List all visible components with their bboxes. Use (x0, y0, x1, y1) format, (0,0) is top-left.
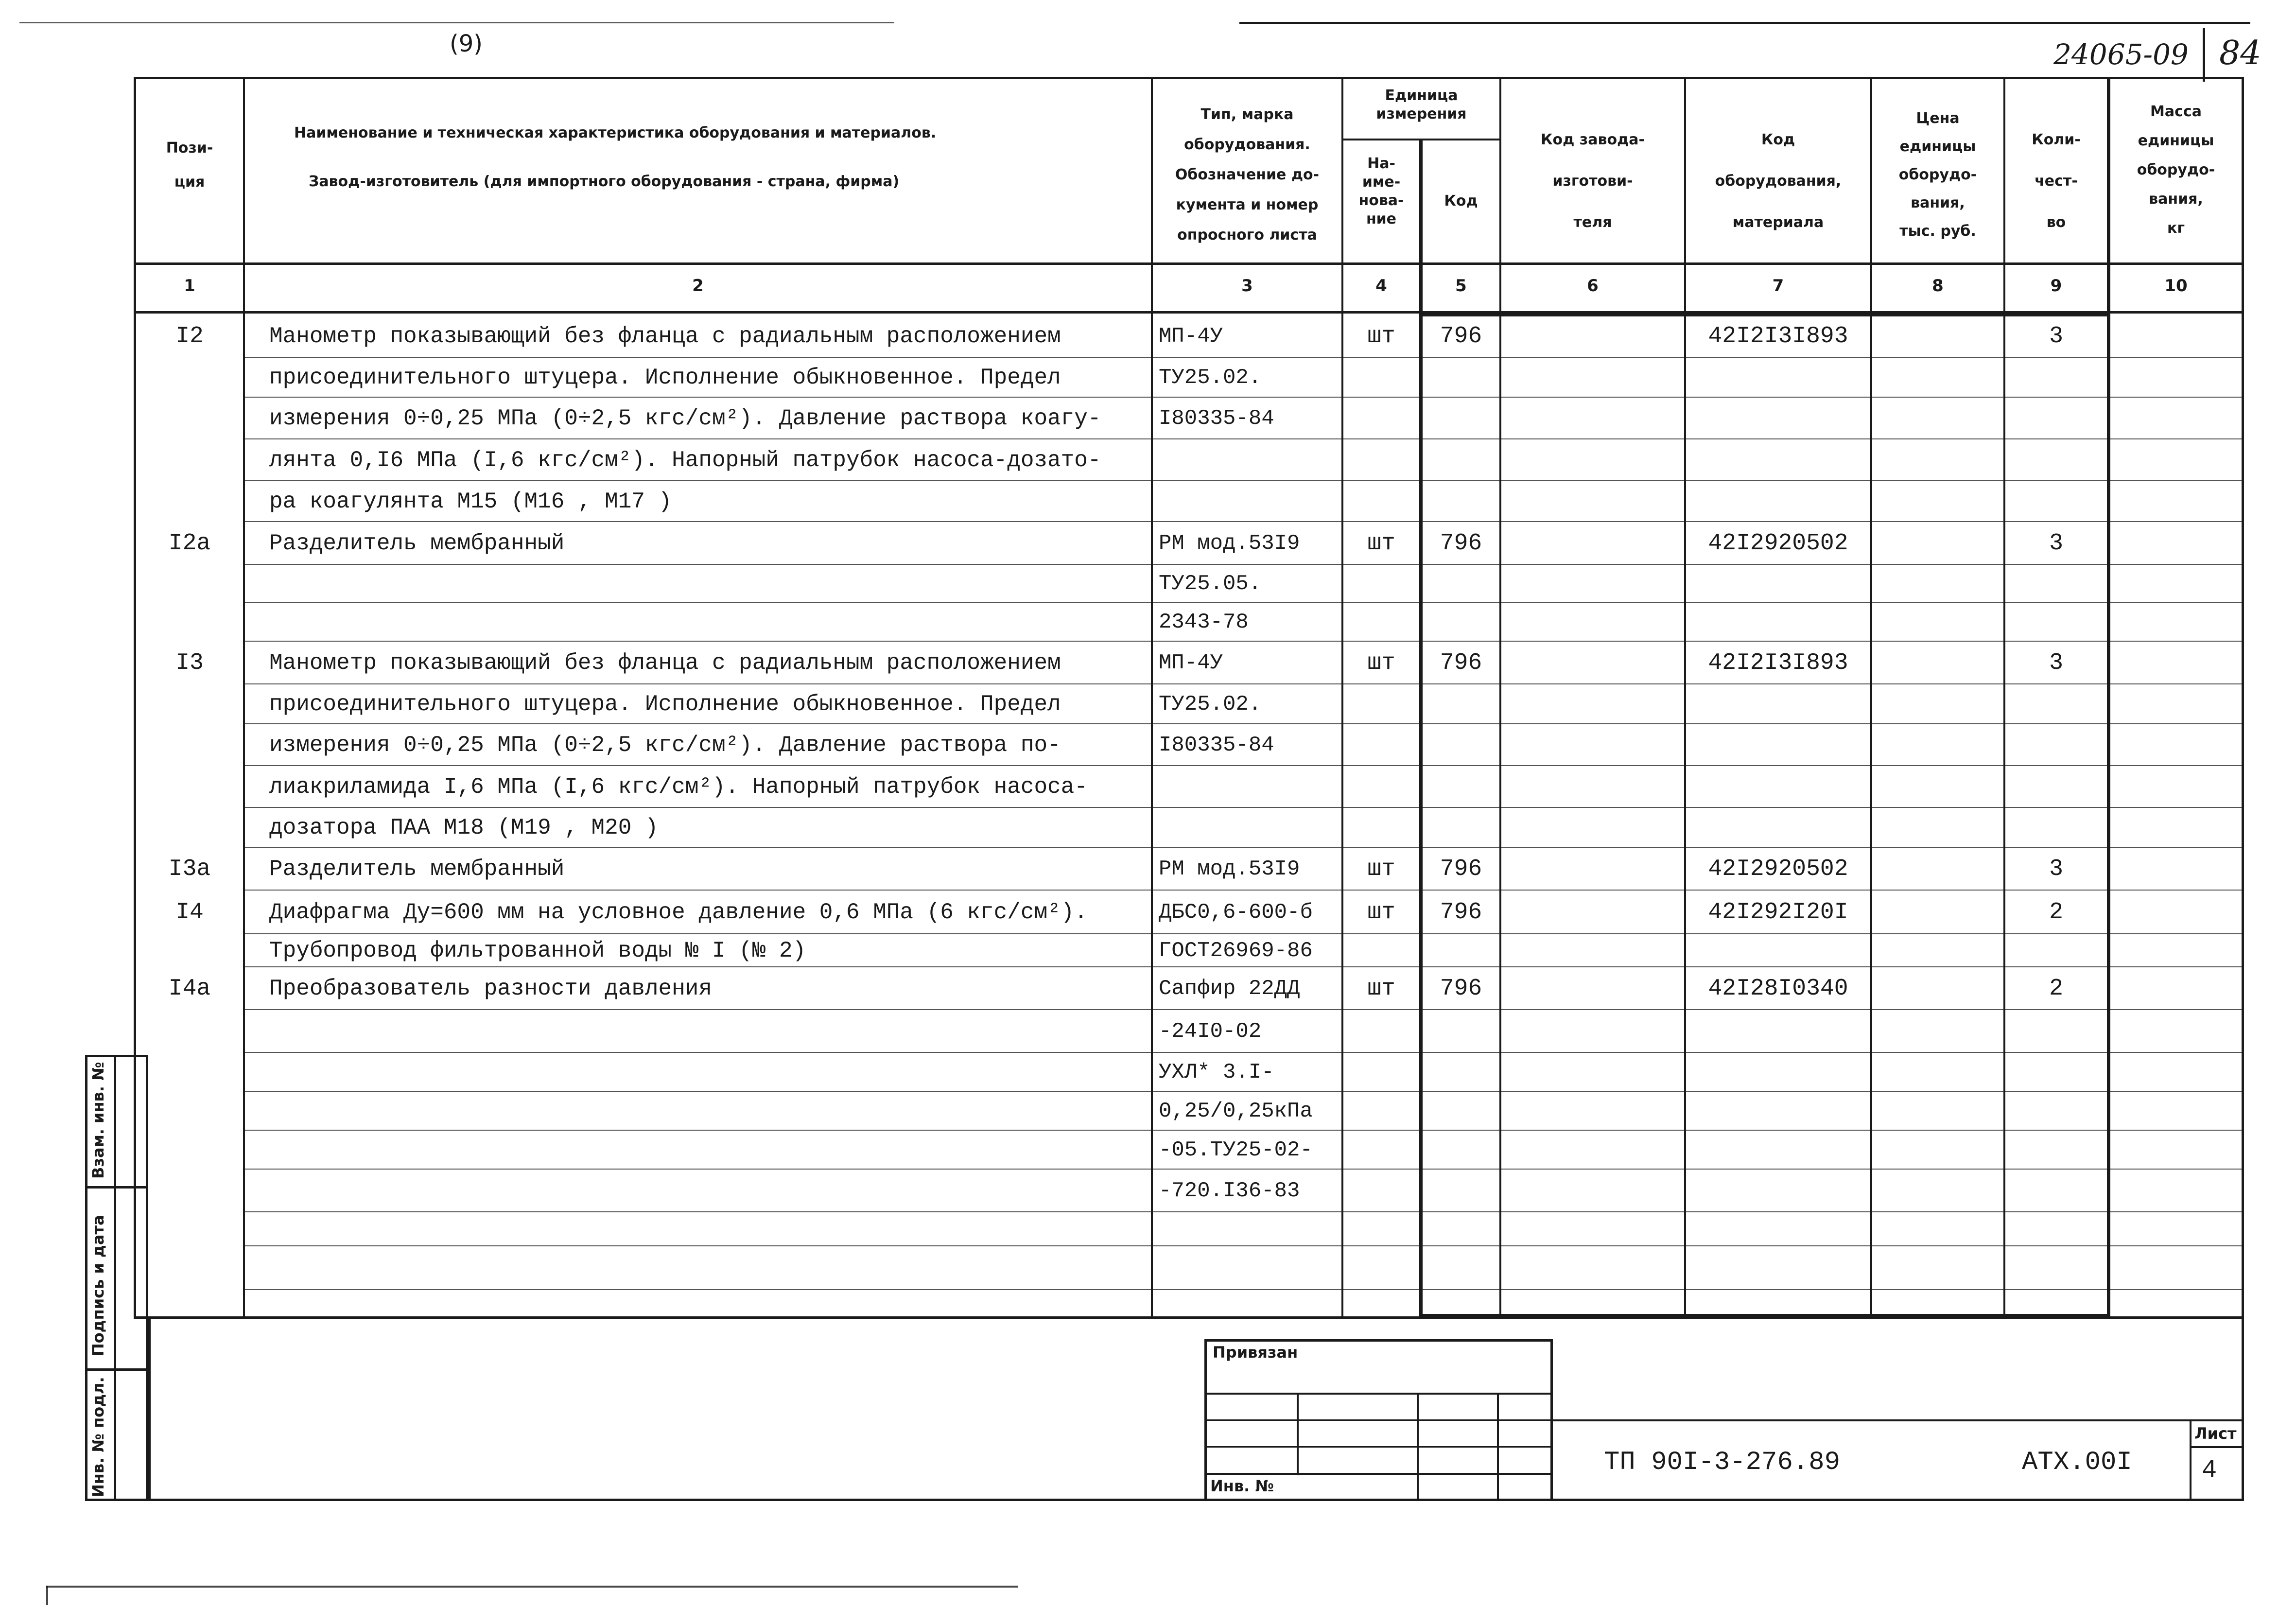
cell-code: 796 (1440, 650, 1482, 676)
cell-name: дозатора ПАА М18 (М19 , М20 ) (269, 815, 659, 840)
cell-name: ра коагулянта М15 (М16 , М17 ) (269, 489, 672, 514)
column-number: 6 (1587, 276, 1599, 296)
top-left-rule (19, 22, 894, 23)
cell-unit: шт (1367, 976, 1395, 1002)
cell-type: 0,25/0,25кПа (1159, 1099, 1313, 1123)
cell-type: ГОСТ26969-86 (1159, 939, 1313, 963)
cell-unit: шт (1367, 650, 1395, 676)
cell-name: Манометр показывающий без фланца с радиальным расположением (269, 324, 1061, 349)
cell-name: лиакриламида I,6 МПа (I,6 кгс/см²). Напорный патрубок насоса- (269, 774, 1088, 800)
cell-name: Манометр показывающий без фланца с радиальным расположением (269, 650, 1061, 676)
unit-group-line (1341, 139, 1501, 140)
header-quantity: Коли- чест- во (2032, 131, 2081, 231)
top-right-divider (2203, 28, 2205, 82)
cell-eq_code: 42I2920502 (1708, 856, 1848, 882)
header-bottom (134, 262, 2244, 265)
cell-type: ДБС0,6-600-б (1159, 900, 1313, 925)
cell-type: I80335-84 (1159, 406, 1274, 431)
top-rule (1239, 22, 2250, 24)
header-equipment-code: Код оборудования, материала (1715, 131, 1842, 231)
thick-box-bottom (1419, 1314, 2110, 1317)
column-number: 5 (1455, 276, 1467, 296)
cell-unit: шт (1367, 899, 1395, 926)
header-position: Пози- ция (166, 140, 213, 191)
cell-code: 796 (1440, 976, 1482, 1002)
cell-qty: 2 (2049, 899, 2063, 926)
cell-type: -720.I36-83 (1159, 1179, 1300, 1203)
column-number: 8 (1932, 276, 1944, 296)
sheet-corner-number: 84 (2219, 34, 2261, 72)
cell-qty: 3 (2049, 856, 2063, 882)
cell-unit: шт (1367, 856, 1395, 882)
column-number: 10 (2164, 276, 2188, 296)
binding-stamp-line (1204, 1473, 1553, 1475)
cell-name: присоединительного штуцера. Исполнение обыкновенное. Предел (269, 365, 1061, 390)
cell-pos: I2 (175, 323, 204, 350)
cell-name: Разделитель мембранный (269, 856, 565, 882)
cell-pos: I4 (175, 899, 204, 926)
cell-type: ТУ25.02. (1159, 692, 1262, 717)
binding-stamp-inv: Инв. № (1210, 1477, 1274, 1495)
header-unit-name: На- име- нова- ние (1358, 155, 1404, 227)
column-number: 4 (1375, 276, 1387, 296)
header-mass: Масса единицы оборудо- вания, кг (2137, 103, 2215, 237)
binding-stamp-title: Привязан (1213, 1343, 1298, 1362)
cell-name: измерения 0÷0,25 МПа (0÷2,5 кгс/см²). Давление раствора по- (269, 733, 1061, 758)
column-number: 3 (1241, 276, 1253, 296)
cell-pos: I4а (168, 976, 211, 1002)
side-stamp-inner (114, 1055, 116, 1501)
cell-type: ТУ25.02. (1159, 366, 1262, 390)
cell-name: Преобразователь разности давления (269, 976, 712, 1001)
binding-stamp-line (1204, 1393, 1553, 1395)
table-row (134, 1212, 2244, 1246)
cell-type: Сапфир 22ДД (1159, 977, 1300, 1001)
cell-type: -05.ТУ25-02- (1159, 1138, 1313, 1162)
cell-code: 796 (1440, 530, 1482, 557)
binding-stamp-col (1497, 1393, 1499, 1501)
column-number: 2 (692, 276, 704, 296)
page-marker: (9) (450, 30, 483, 57)
column-number: 1 (184, 276, 195, 296)
binding-stamp-line (1204, 1419, 1553, 1421)
header-plant-code: Код завода- изготови- теля (1541, 131, 1645, 231)
sheet-label: Лист (2194, 1424, 2237, 1443)
column-number: 7 (1772, 276, 1784, 296)
cell-name: присоединительного штуцера. Исполнение обыкновенное. Предел (269, 692, 1061, 717)
cell-name: Диафрагма Ду=600 мм на условное давление 0,6 МПа (6 кгс/см²). (269, 900, 1088, 925)
cell-code: 796 (1440, 323, 1482, 350)
cell-pos: I3а (168, 856, 211, 882)
cell-code: 796 (1440, 856, 1482, 882)
cell-eq_code: 42I292I20I (1708, 899, 1848, 926)
sheet-number: 4 (2202, 1456, 2217, 1485)
cell-type: МП-4У (1159, 651, 1223, 675)
cell-type: МП-4У (1159, 324, 1223, 349)
bottom-scan-edge (46, 1586, 1018, 1588)
cell-name: измерения 0÷0,25 МПа (0÷2,5 кгс/см²). Давление раствора коагу- (269, 406, 1101, 431)
project-code: ТП 90I-3-276.89 (1604, 1448, 1841, 1477)
cell-name: лянта 0,I6 МПа (I,6 кгс/см²). Напорный патрубок насоса-дозато- (269, 448, 1101, 473)
sheet-box-left (2190, 1419, 2192, 1501)
cell-eq_code: 42I2I3I893 (1708, 323, 1848, 350)
bottom-frame-left (148, 1316, 151, 1501)
header-name-line2: Завод-изготовитель (для импортного оборудования - страна, фирма) (309, 173, 900, 190)
side-stamp-zam-inv: Взам. инв. № (89, 1062, 107, 1179)
bottom-frame-bottom (85, 1499, 2244, 1501)
cell-code: 796 (1440, 899, 1482, 926)
header-unit-code: Код (1444, 192, 1478, 210)
cell-eq_code: 42I28I0340 (1708, 976, 1848, 1002)
header-price: Цена единицы оборудо- вания, тыс. руб. (1898, 110, 1977, 240)
cell-type: 2343-78 (1159, 610, 1249, 634)
cell-unit: шт (1367, 323, 1395, 350)
side-stamp-inv-podl: Инв. № подл. (89, 1377, 107, 1497)
cell-eq_code: 42I2920502 (1708, 530, 1848, 557)
cell-type: РМ мод.53I9 (1159, 531, 1300, 556)
row-line (243, 1289, 2243, 1290)
cell-eq_code: 42I2I3I893 (1708, 650, 1848, 676)
side-stamp-podpis: Подпись и дата (89, 1215, 107, 1356)
binding-stamp-col (1297, 1393, 1299, 1475)
doc-code: АТХ.00I (2022, 1448, 2132, 1477)
cell-qty: 3 (2049, 650, 2063, 676)
header-unit-group: Единица измерения (1376, 87, 1467, 122)
binding-stamp-line (1204, 1446, 1553, 1448)
cell-name: Разделитель мембранный (269, 531, 565, 556)
cell-qty: 3 (2049, 530, 2063, 557)
table-row (134, 1246, 2244, 1290)
cell-name: Трубопровод фильтрованной воды № I (№ 2) (269, 938, 806, 963)
cell-qty: 3 (2049, 323, 2063, 350)
cell-type: РМ мод.53I9 (1159, 857, 1300, 881)
cell-type: I80335-84 (1159, 733, 1274, 757)
header-type: Тип, марка оборудования. Обозначение до- кумента и номер опросного листа (1175, 106, 1320, 244)
cell-pos: I2а (168, 530, 211, 557)
cell-type: ТУ25.05. (1159, 572, 1262, 596)
cell-unit: шт (1367, 530, 1395, 557)
cell-type: УХЛ* 3.I- (1159, 1060, 1274, 1084)
sheet-box-sep (2190, 1446, 2244, 1448)
cell-pos: I3 (175, 650, 204, 676)
cell-qty: 2 (2049, 976, 2063, 1002)
header-name-line1: Наименование и техническая характеристика оборудования и материалов. (294, 124, 937, 141)
title-block-top (1553, 1419, 2244, 1421)
frame-top (134, 77, 2244, 79)
side-stamp-sep (85, 1186, 148, 1189)
column-number: 9 (2050, 276, 2062, 296)
doc-number: 24065-09 (2053, 38, 2189, 71)
binding-stamp-col (1417, 1393, 1419, 1501)
cell-type: -24I0-02 (1159, 1019, 1262, 1044)
side-stamp-sep (85, 1368, 148, 1371)
left-scan-edge (46, 1586, 48, 1605)
